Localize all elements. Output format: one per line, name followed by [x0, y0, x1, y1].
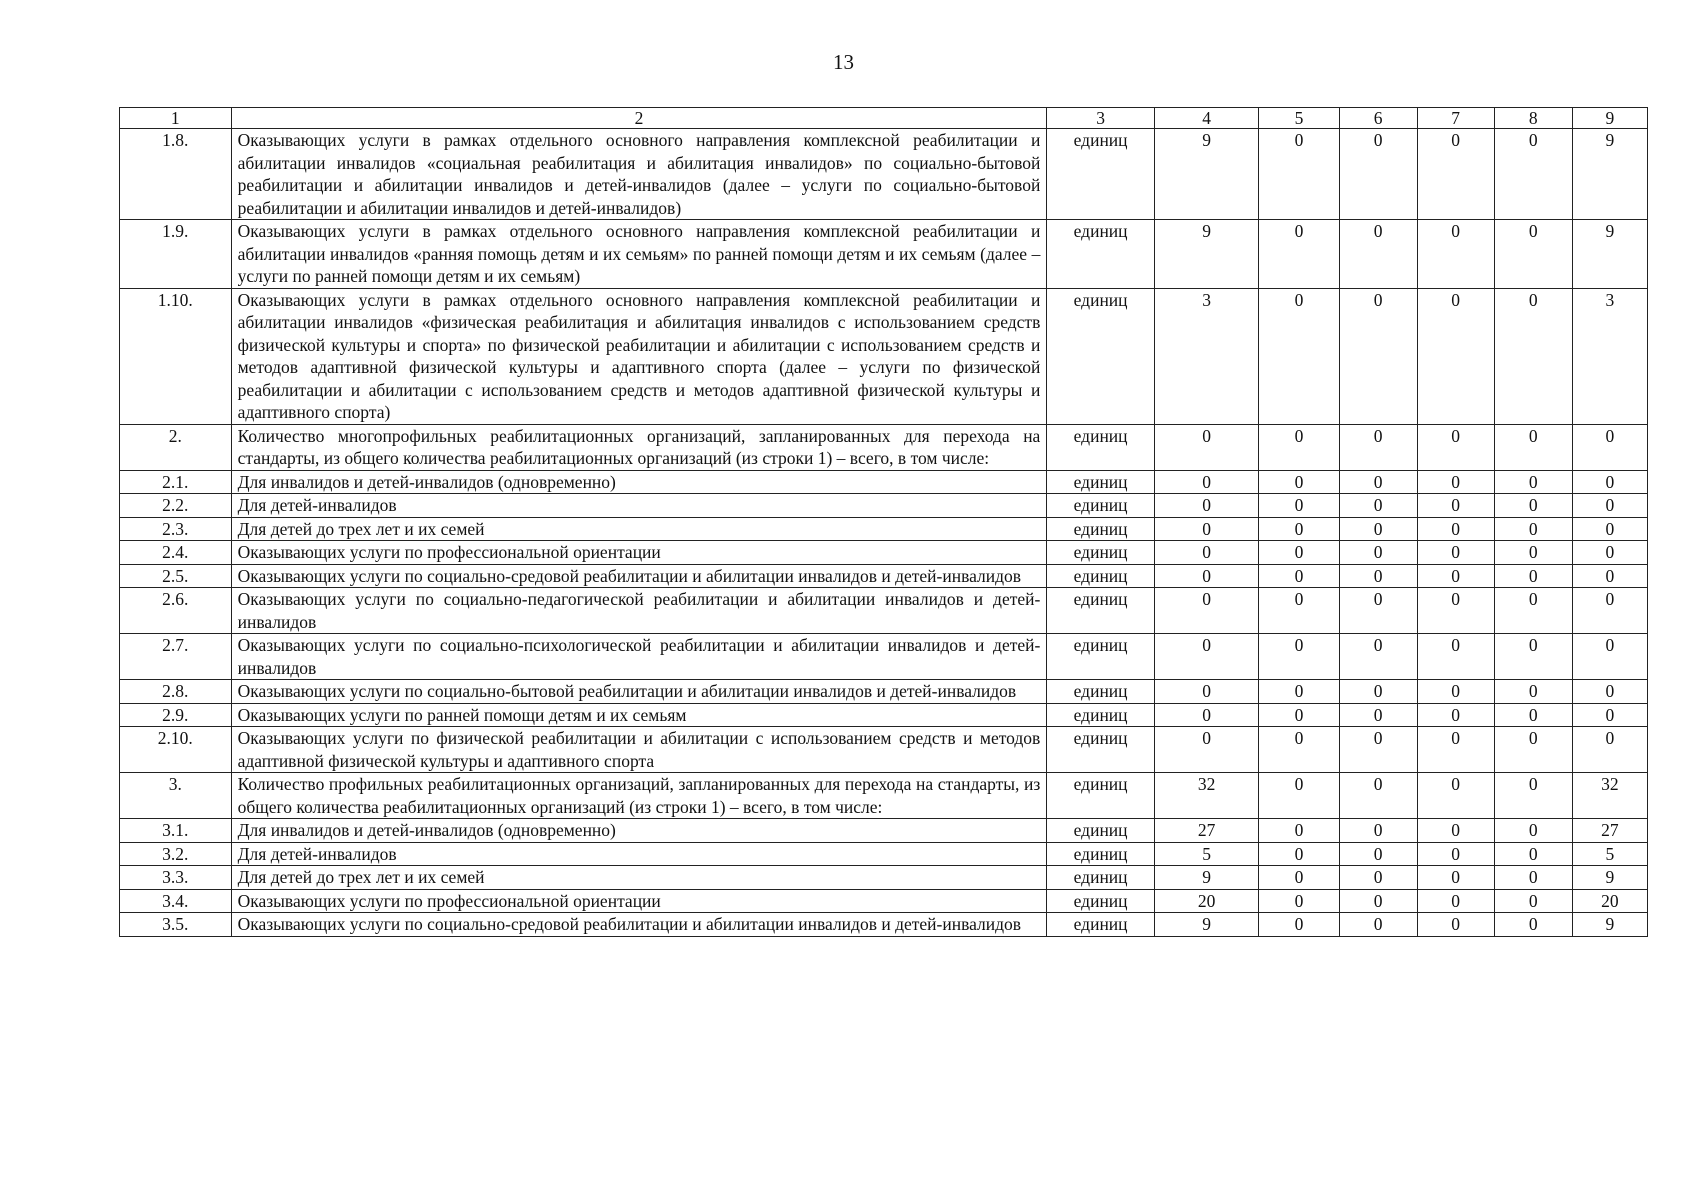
row-value-cell: 0	[1154, 424, 1259, 470]
row-description-cell: Оказывающих услуги в рамках отдельного основного направления комплексной реабилитации и абилитации инвалидов «ранняя помощь детям и их семьям» по ранней помощи детям и их семьям (далее – услуги по ранней помощи детям и их семьям)	[231, 220, 1047, 289]
row-value-cell: 0	[1572, 541, 1647, 565]
row-value-cell: 32	[1154, 773, 1259, 819]
row-value-cell: 0	[1494, 913, 1572, 937]
header-cell: 6	[1339, 108, 1417, 129]
row-value-cell: 0	[1259, 773, 1339, 819]
table-row	[120, 541, 1648, 565]
row-value-cell: 0	[1259, 494, 1339, 518]
row-description-cell: Для инвалидов и детей-инвалидов (одновременно)	[231, 819, 1047, 843]
row-value-cell: 9	[1572, 913, 1647, 937]
row-value-cell: 0	[1417, 773, 1494, 819]
row-value-cell: 0	[1417, 564, 1494, 588]
row-number-cell: 2.8.	[120, 680, 232, 704]
table-row	[120, 773, 1648, 819]
row-number-cell: 2.1.	[120, 470, 232, 494]
row-value-cell: 0	[1259, 819, 1339, 843]
table-row	[120, 470, 1648, 494]
row-unit-cell: единиц	[1047, 819, 1155, 843]
row-value-cell: 0	[1494, 564, 1572, 588]
row-value-cell: 0	[1339, 680, 1417, 704]
header-cell: 2	[231, 108, 1047, 129]
row-value-cell: 0	[1339, 541, 1417, 565]
row-value-cell: 0	[1339, 819, 1417, 843]
row-value-cell: 0	[1259, 564, 1339, 588]
row-value-cell: 0	[1417, 703, 1494, 727]
row-number-cell: 2.5.	[120, 564, 232, 588]
row-number-cell: 2.6.	[120, 588, 232, 634]
row-value-cell: 0	[1494, 470, 1572, 494]
row-unit-cell: единиц	[1047, 913, 1155, 937]
row-description-cell: Оказывающих услуги по социально-бытовой реабилитации и абилитации инвалидов и детей-инвалидов	[231, 680, 1047, 704]
table-row	[120, 494, 1648, 518]
row-unit-cell: единиц	[1047, 703, 1155, 727]
table-row	[120, 703, 1648, 727]
row-value-cell: 0	[1494, 588, 1572, 634]
row-number-cell: 2.	[120, 424, 232, 470]
row-value-cell: 0	[1494, 517, 1572, 541]
row-value-cell: 0	[1417, 842, 1494, 866]
row-value-cell: 0	[1259, 220, 1339, 289]
row-value-cell: 0	[1417, 541, 1494, 565]
row-value-cell: 0	[1494, 129, 1572, 220]
row-value-cell: 0	[1154, 517, 1259, 541]
row-unit-cell: единиц	[1047, 517, 1155, 541]
row-value-cell: 0	[1339, 129, 1417, 220]
table-row	[120, 680, 1648, 704]
row-unit-cell: единиц	[1047, 288, 1155, 424]
row-value-cell: 0	[1339, 703, 1417, 727]
row-description-cell: Оказывающих услуги по социально-психологической реабилитации и абилитации инвалидов и детей-инвалидов	[231, 634, 1047, 680]
row-number-cell: 3.4.	[120, 889, 232, 913]
row-unit-cell: единиц	[1047, 727, 1155, 773]
row-unit-cell: единиц	[1047, 842, 1155, 866]
row-unit-cell: единиц	[1047, 866, 1155, 890]
row-value-cell: 0	[1494, 703, 1572, 727]
row-description-cell: Для детей-инвалидов	[231, 494, 1047, 518]
row-value-cell: 0	[1339, 517, 1417, 541]
row-value-cell: 0	[1154, 470, 1259, 494]
row-value-cell: 0	[1572, 588, 1647, 634]
row-unit-cell: единиц	[1047, 541, 1155, 565]
row-description-cell: Оказывающих услуги в рамках отдельного основного направления комплексной реабилитации и абилитации инвалидов «физическая реабилитация и абилитация инвалидов с использованием средств физической культуры и спорта» по физической реабилитации и абилитации с использованием средств и методов адаптивной физической культуры и адаптивного спорта (далее – услуги по физической реабилитации и абилитации с использованием средств и методов адаптивной физической культуры и адаптивного спорта)	[231, 288, 1047, 424]
row-number-cell: 2.7.	[120, 634, 232, 680]
row-value-cell: 0	[1154, 588, 1259, 634]
row-value-cell: 0	[1494, 220, 1572, 289]
header-cell: 9	[1572, 108, 1647, 129]
row-value-cell: 0	[1339, 727, 1417, 773]
row-value-cell: 5	[1154, 842, 1259, 866]
table-row	[120, 819, 1648, 843]
row-value-cell: 0	[1417, 588, 1494, 634]
row-value-cell: 0	[1154, 680, 1259, 704]
row-value-cell: 0	[1417, 517, 1494, 541]
header-cell: 4	[1154, 108, 1259, 129]
row-value-cell: 9	[1572, 866, 1647, 890]
table-row	[120, 588, 1648, 634]
row-unit-cell: единиц	[1047, 564, 1155, 588]
row-unit-cell: единиц	[1047, 680, 1155, 704]
row-description-cell: Оказывающих услуги по профессиональной ориентации	[231, 889, 1047, 913]
row-value-cell: 0	[1417, 634, 1494, 680]
row-value-cell: 0	[1259, 866, 1339, 890]
row-value-cell: 0	[1259, 541, 1339, 565]
row-value-cell: 0	[1417, 129, 1494, 220]
row-value-cell: 0	[1339, 288, 1417, 424]
row-value-cell: 0	[1154, 703, 1259, 727]
row-value-cell: 0	[1494, 541, 1572, 565]
row-value-cell: 0	[1339, 889, 1417, 913]
table-row	[120, 288, 1648, 424]
row-value-cell: 0	[1259, 842, 1339, 866]
row-description-cell: Оказывающих услуги в рамках отдельного основного направления комплексной реабилитации и абилитации инвалидов «социальная реабилитация и абилитация инвалидов» по социально-бытовой реабилитации и абилитации инвалидов и детей-инвалидов (далее – услуги по социально-бытовой реабилитации и абилитации инвалидов и детей-инвалидов)	[231, 129, 1047, 220]
table-row	[120, 129, 1648, 220]
row-description-cell: Оказывающих услуги по физической реабилитации и абилитации с использованием средств и методов адаптивной физической культуры и адаптивного спорта	[231, 727, 1047, 773]
row-value-cell: 0	[1494, 727, 1572, 773]
row-number-cell: 1.10.	[120, 288, 232, 424]
table-row	[120, 889, 1648, 913]
row-description-cell: Для детей до трех лет и их семей	[231, 517, 1047, 541]
row-value-cell: 0	[1339, 866, 1417, 890]
row-unit-cell: единиц	[1047, 889, 1155, 913]
row-unit-cell: единиц	[1047, 588, 1155, 634]
row-value-cell: 0	[1572, 517, 1647, 541]
table-row	[120, 913, 1648, 937]
row-number-cell: 3.2.	[120, 842, 232, 866]
row-value-cell: 0	[1572, 564, 1647, 588]
row-value-cell: 0	[1339, 773, 1417, 819]
header-cell: 3	[1047, 108, 1155, 129]
row-number-cell: 1.8.	[120, 129, 232, 220]
header-cell: 5	[1259, 108, 1339, 129]
table-row	[120, 220, 1648, 289]
row-value-cell: 5	[1572, 842, 1647, 866]
row-value-cell: 0	[1494, 773, 1572, 819]
row-description-cell: Оказывающих услуги по ранней помощи детям и их семьям	[231, 703, 1047, 727]
table-row	[120, 866, 1648, 890]
row-value-cell: 0	[1417, 819, 1494, 843]
row-value-cell: 0	[1494, 889, 1572, 913]
row-unit-cell: единиц	[1047, 494, 1155, 518]
row-description-cell: Для детей-инвалидов	[231, 842, 1047, 866]
page-number: 13	[833, 50, 854, 74]
row-value-cell: 3	[1154, 288, 1259, 424]
row-value-cell: 0	[1572, 680, 1647, 704]
table-row	[120, 517, 1648, 541]
row-number-cell: 3.1.	[120, 819, 232, 843]
row-unit-cell: единиц	[1047, 220, 1155, 289]
row-value-cell: 0	[1154, 634, 1259, 680]
row-unit-cell: единиц	[1047, 424, 1155, 470]
row-number-cell: 2.3.	[120, 517, 232, 541]
table-row	[120, 727, 1648, 773]
row-unit-cell: единиц	[1047, 773, 1155, 819]
row-value-cell: 0	[1572, 727, 1647, 773]
row-value-cell: 0	[1259, 288, 1339, 424]
row-value-cell: 9	[1154, 129, 1259, 220]
row-description-cell: Оказывающих услуги по социально-средовой реабилитации и абилитации инвалидов и детей-инвалидов	[231, 564, 1047, 588]
header-cell: 8	[1494, 108, 1572, 129]
row-unit-cell: единиц	[1047, 470, 1155, 494]
row-value-cell: 0	[1259, 517, 1339, 541]
table-row	[120, 842, 1648, 866]
row-value-cell: 27	[1154, 819, 1259, 843]
header-cell: 7	[1417, 108, 1494, 129]
row-value-cell: 0	[1154, 727, 1259, 773]
table-row	[120, 564, 1648, 588]
row-number-cell: 3.	[120, 773, 232, 819]
row-value-cell: 0	[1259, 703, 1339, 727]
row-number-cell: 2.4.	[120, 541, 232, 565]
row-unit-cell: единиц	[1047, 634, 1155, 680]
row-number-cell: 2.10.	[120, 727, 232, 773]
row-value-cell: 0	[1417, 288, 1494, 424]
row-description-cell: Оказывающих услуги по социально-педагогической реабилитации и абилитации инвалидов и детей-инвалидов	[231, 588, 1047, 634]
row-value-cell: 0	[1417, 727, 1494, 773]
row-value-cell: 0	[1339, 220, 1417, 289]
row-value-cell: 9	[1154, 913, 1259, 937]
row-value-cell: 9	[1572, 129, 1647, 220]
row-value-cell: 20	[1154, 889, 1259, 913]
row-value-cell: 0	[1259, 680, 1339, 704]
header-cell: 1	[120, 108, 232, 129]
row-value-cell: 0	[1572, 494, 1647, 518]
row-value-cell: 0	[1572, 634, 1647, 680]
row-value-cell: 0	[1494, 680, 1572, 704]
row-value-cell: 0	[1339, 564, 1417, 588]
row-value-cell: 0	[1417, 889, 1494, 913]
row-number-cell: 2.2.	[120, 494, 232, 518]
row-value-cell: 0	[1572, 470, 1647, 494]
row-value-cell: 0	[1494, 866, 1572, 890]
row-description-cell: Количество многопрофильных реабилитационных организаций, запланированных для перехода на стандарты, из общего количества реабилитационных организаций (из строки 1) – всего, в том числе:	[231, 424, 1047, 470]
row-value-cell: 0	[1417, 470, 1494, 494]
row-value-cell: 0	[1339, 588, 1417, 634]
row-value-cell: 0	[1494, 842, 1572, 866]
table-row	[120, 634, 1648, 680]
row-value-cell: 0	[1339, 494, 1417, 518]
row-value-cell: 0	[1259, 588, 1339, 634]
row-value-cell: 0	[1259, 470, 1339, 494]
row-value-cell: 32	[1572, 773, 1647, 819]
row-number-cell: 3.5.	[120, 913, 232, 937]
row-value-cell: 0	[1339, 634, 1417, 680]
row-value-cell: 0	[1154, 564, 1259, 588]
row-value-cell: 9	[1572, 220, 1647, 289]
row-value-cell: 3	[1572, 288, 1647, 424]
row-value-cell: 0	[1259, 889, 1339, 913]
row-value-cell: 0	[1494, 424, 1572, 470]
row-number-cell: 3.3.	[120, 866, 232, 890]
row-number-cell: 2.9.	[120, 703, 232, 727]
row-description-cell: Для инвалидов и детей-инвалидов (одновременно)	[231, 470, 1047, 494]
row-value-cell: 0	[1572, 424, 1647, 470]
row-value-cell: 0	[1417, 866, 1494, 890]
row-value-cell: 0	[1494, 819, 1572, 843]
row-value-cell: 0	[1417, 680, 1494, 704]
row-value-cell: 0	[1417, 913, 1494, 937]
data-table	[119, 107, 1648, 937]
row-unit-cell: единиц	[1047, 129, 1155, 220]
row-value-cell: 0	[1339, 424, 1417, 470]
row-value-cell: 9	[1154, 866, 1259, 890]
row-value-cell: 0	[1339, 842, 1417, 866]
row-value-cell: 0	[1494, 634, 1572, 680]
row-value-cell: 0	[1417, 494, 1494, 518]
row-number-cell: 1.9.	[120, 220, 232, 289]
row-value-cell: 0	[1339, 470, 1417, 494]
row-description-cell: Оказывающих услуги по социально-средовой реабилитации и абилитации инвалидов и детей-инвалидов	[231, 913, 1047, 937]
row-description-cell: Оказывающих услуги по профессиональной ориентации	[231, 541, 1047, 565]
row-value-cell: 20	[1572, 889, 1647, 913]
row-value-cell: 0	[1259, 727, 1339, 773]
header-row	[120, 108, 1648, 129]
row-value-cell: 0	[1259, 913, 1339, 937]
row-description-cell: Количество профильных реабилитационных организаций, запланированных для перехода на стандарты, из общего количества реабилитационных организаций (из строки 1) – всего, в том числе:	[231, 773, 1047, 819]
table-row	[120, 424, 1648, 470]
row-value-cell: 9	[1154, 220, 1259, 289]
row-value-cell: 0	[1154, 541, 1259, 565]
row-value-cell: 27	[1572, 819, 1647, 843]
row-description-cell: Для детей до трех лет и их семей	[231, 866, 1047, 890]
row-value-cell: 0	[1417, 220, 1494, 289]
row-value-cell: 0	[1259, 634, 1339, 680]
row-value-cell: 0	[1417, 424, 1494, 470]
row-value-cell: 0	[1259, 424, 1339, 470]
row-value-cell: 0	[1259, 129, 1339, 220]
row-value-cell: 0	[1572, 703, 1647, 727]
table-body	[120, 129, 1648, 937]
row-value-cell: 0	[1494, 494, 1572, 518]
row-value-cell: 0	[1494, 288, 1572, 424]
row-value-cell: 0	[1339, 913, 1417, 937]
row-value-cell: 0	[1154, 494, 1259, 518]
